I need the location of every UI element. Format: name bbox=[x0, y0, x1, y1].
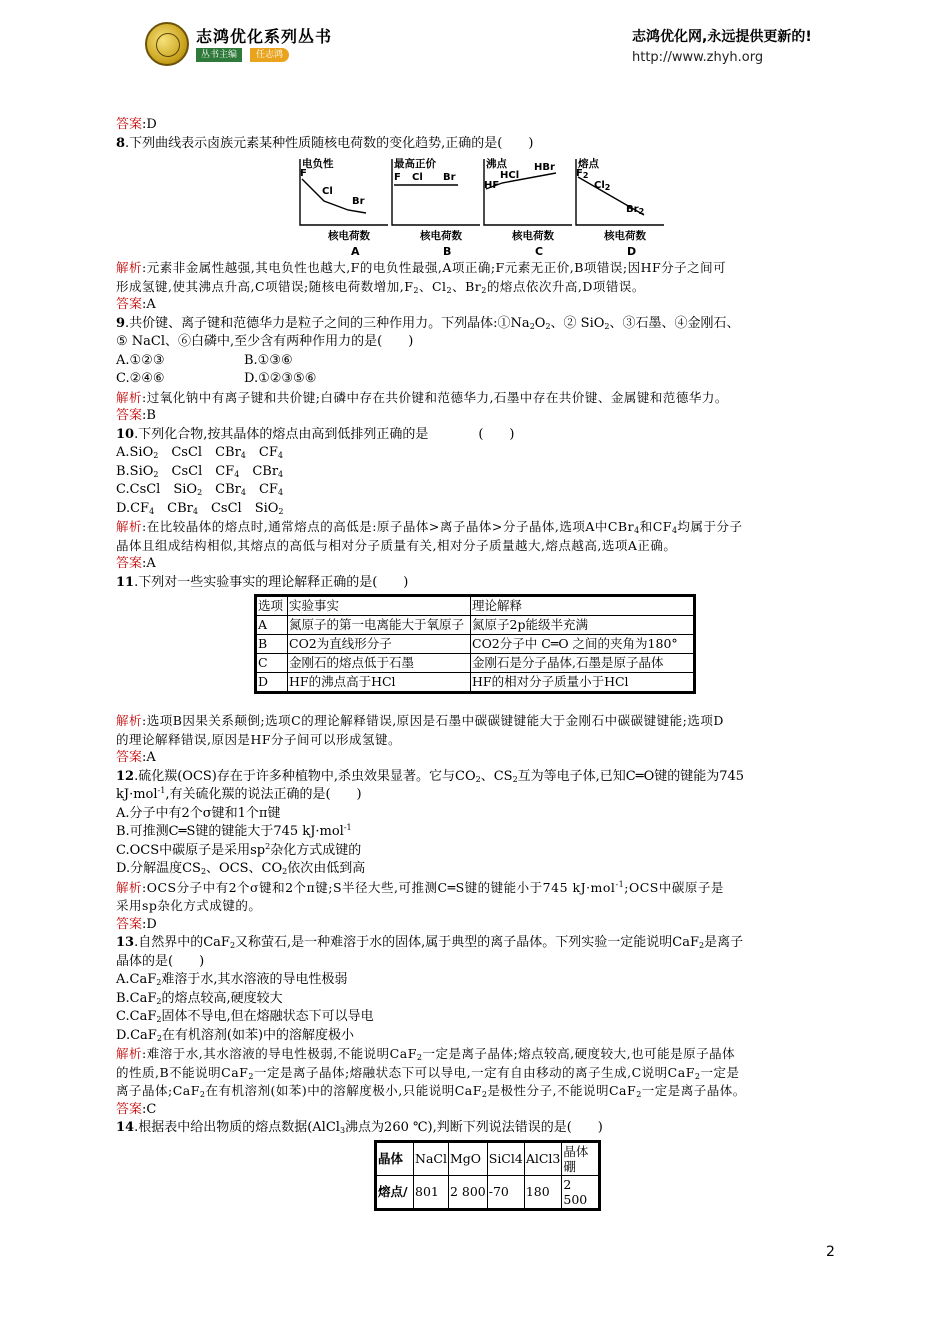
table-header-row: 选项 实验事实 理论解释 bbox=[256, 596, 695, 616]
q11-stem: 11.下列对一些实验事实的理论解释正确的是( ) bbox=[116, 574, 409, 590]
q13-option-a: A.CaF$_2$难溶于水,其水溶液的导电性极弱 bbox=[116, 972, 348, 987]
q12-option-a: A.分子中有2个σ键和1个π键 bbox=[116, 805, 281, 821]
q10-option-d: $D.CF_4$ CBr$_4$ CsCl SiO$_2$ bbox=[116, 500, 284, 516]
q13-option-c: C.CaF$_2$固体不导电,但在熔融状态下可以导电 bbox=[116, 1009, 374, 1024]
q13-stem: 13.自然界中的CaF$_2$又称萤石,是一种难溶于水的固体,属于典型的离子晶体。下列实验一定能说明CaF$_2$是离子 bbox=[116, 935, 744, 950]
q9-explanation: 解析:过氧化钠中有离子键和共价键;白磷中存在共价键和范德华力,石墨中存在共价键、金属键和范德华力。 bbox=[116, 389, 728, 405]
table-row: 熔点/ 801 2 800 -70 180 2 500 bbox=[376, 1175, 600, 1209]
q12-explanation: 解析:OCS分子中有2个σ键和2个π键;S半径大些,可推测C═S键的键能小于745 kJ·mol$^{-1}$;OCS中碳原子是 采用sp杂化方式成键的。 bbox=[116, 879, 724, 913]
table-row: D HF的沸点高于HCl HF的相对分子质量小于HCl bbox=[256, 673, 695, 693]
table-row: C 金刚石的熔点低于石墨 金刚石是分子晶体,石墨是原子晶体 bbox=[256, 654, 695, 673]
q7-answer: 答案:D bbox=[116, 117, 157, 132]
q9-options-1: A.①②③ B.①③⑥ bbox=[116, 352, 293, 368]
editor-label: 丛书主编 bbox=[196, 48, 242, 62]
editor-name: 任志鸿 bbox=[250, 48, 289, 62]
series-title: 志鸿优化系列丛书 bbox=[196, 27, 333, 46]
table-row: B CO2为直线形分子 CO2分子中 C═O 之间的夹角为180° bbox=[256, 635, 695, 654]
q11-explanation: 解析:选项B因果关系颠倒;选项C的理论解释错误,原因是石墨中碳碳键键能大于金刚石中碳碳键键能;选项D 的理论解释错误,原因是HF分子间可以形成氢键。 bbox=[116, 713, 724, 747]
q13-answer: 答案:C bbox=[116, 1101, 157, 1117]
q13-option-b: B.CaF$_2$的熔点较高,硬度较大 bbox=[116, 990, 283, 1006]
q8-explanation: 解析:元素非金属性越强,其电负性也越大,F的电负性最强,A项正确;F元素无正价,B项错误;因HF分子之间可 形成氢键,使其沸点升高,C项错误;随核电荷数增加$,F_2$、$Cl_2$、$Br_2$的熔点依次升高,D项错误。 bbox=[116, 260, 727, 295]
table-row: A 氮原子的第一电离能大于氧原子 氮原子2p能级半充满 bbox=[256, 616, 695, 635]
q13-stem-2: 晶体的是( ) bbox=[116, 953, 205, 969]
slogan: 志鸿优化网,永远提供更新的! bbox=[632, 29, 812, 45]
q12-stem: 12.硫化羰(OCS)存在于许多种植物中,杀虫效果显著。它与$CO_2$、$CS_2$互为等电子体,已知C═O键的键能为745 bbox=[116, 768, 745, 784]
q12-option-d: D.分解温度$CS_2$、OCS、$CO_2$依次由低到高 bbox=[116, 861, 366, 876]
page-content bbox=[116, 116, 836, 1211]
table-header-row: 晶体 NaCl MgO SiCl4 AlCl3 晶体硼 bbox=[376, 1141, 600, 1175]
q12-stem-2: kJ·mol$^{-1}$,有关硫化羰的说法正确的是( ) bbox=[116, 786, 362, 802]
q12-answer: 答案:D bbox=[116, 916, 157, 932]
q8-stem: 8.下列曲线表示卤族元素某种性质随核电荷数的变化趋势,正确的是( ) bbox=[116, 135, 534, 151]
site-url[interactable]: http://www.zhyh.org bbox=[632, 50, 764, 65]
q8-graphs bbox=[116, 155, 836, 259]
q9-options-2: C.②④⑥ D.①②③⑤⑥ bbox=[116, 371, 317, 386]
editor-bar bbox=[196, 48, 296, 64]
q10-option-a: A.SiO$_2$ CsCl CBr$_4$ $CF_4$ bbox=[116, 445, 283, 460]
graph-c: 沸点 HF HCl HBr 核电荷数 C bbox=[480, 155, 580, 259]
graph-b: 最高正价 F Cl Br 核电荷数 B bbox=[388, 155, 488, 259]
q10-answer: 答案:A bbox=[116, 556, 156, 571]
q13-option-d: D.CaF$_2$在有机溶剂(如苯)中的溶解度极小 bbox=[116, 1027, 355, 1043]
page-header bbox=[0, 0, 950, 80]
q10-stem: 10.下列化合物,按其晶体的熔点由高到低排列正确的是 ( ) bbox=[116, 426, 515, 442]
q14-stem: 14.根据表中给出物质的熔点数据(AlCl$_3$沸点为260 ℃),判断下列说法错误的是( ) bbox=[116, 1120, 603, 1135]
q11-answer: 答案:A bbox=[116, 750, 156, 765]
q10-explanation: 解析:在比较晶体的熔点时,通常熔点的高低是:原子晶体>离子晶体>分子晶体,选项A中CBr$_4$和$CF_4$均属于分子 晶体且组成结构相似,其熔点的高低与相对分子质量有关,相对分子质量越大,熔点越高,选项A正确。 bbox=[116, 519, 743, 553]
q12-option-c: C.OCS中碳原子是采用$sp^2$杂化方式成键的 bbox=[116, 841, 362, 858]
series-logo-icon bbox=[145, 22, 189, 66]
q12-option-b: B.可推测C═S键的键能大于745 kJ·mol$^{-1}$ bbox=[116, 823, 352, 839]
q8-answer: 答案:A bbox=[116, 297, 156, 312]
q14-table bbox=[374, 1140, 601, 1211]
q9-answer: 答案:B bbox=[116, 408, 156, 423]
page-number: 2 bbox=[826, 1244, 835, 1260]
q9-stem-2: ⑤ NaCl、⑥白磷中,至少含有两种作用力的是( ) bbox=[116, 334, 414, 349]
q13-explanation: 解析:难溶于水,其水溶液的导电性极弱,不能说明CaF$_2$一定是离子晶体;熔点较高,硬度较大,也可能是原子晶体 的性质,B不能说明CaF$_2$一定是离子晶体;熔融状态下可以导电,一定有自由移动的离子生成,C说明CaF$_2$一定是 离子晶体;CaF$_2$在有机溶剂(如苯)中的溶解度极小,只能说明CaF$_2$是极性分子,不能说明CaF$_2$一定是离子晶体。 bbox=[116, 1046, 746, 1099]
graph-d: 熔点 $F_2$ $Cl_2$ $Br_2$ 核电荷数 D bbox=[572, 155, 672, 259]
q10-option-c: C.CsCl SiO$_2$ CBr$_4$ $CF_4$ bbox=[116, 482, 284, 497]
graph-a: 电负性 F Cl Br 核电荷数 A bbox=[296, 155, 396, 259]
q10-option-b: B.SiO$_2$ CsCl $CF_4$ CBr$_4$ bbox=[116, 463, 284, 479]
q11-table bbox=[254, 594, 696, 694]
q9-stem: 9.共价键、离子键和范德华力是粒子之间的三种作用力。下列晶体$:①Na_2O_2$、② SiO$_2$、③石墨、④金刚石、 bbox=[116, 315, 740, 331]
